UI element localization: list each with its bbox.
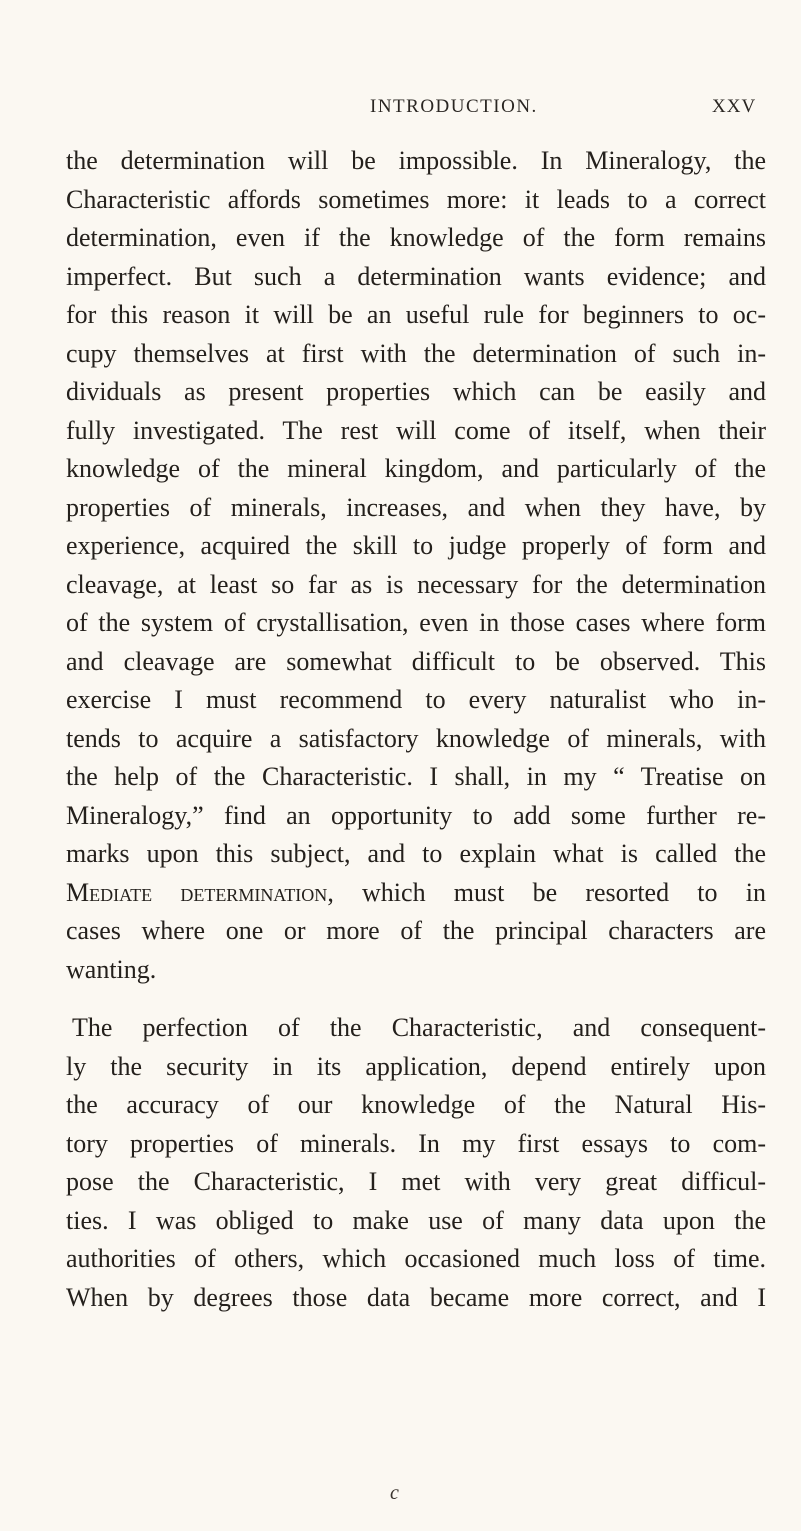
page-header xyxy=(0,96,801,124)
text-line: the accuracy of our knowledge of the Natural His- xyxy=(66,1090,766,1119)
text-line: dividuals as present properties which can be easily and xyxy=(66,377,766,406)
text-line: the determination will be impossible. In Mineralogy, the xyxy=(66,146,766,175)
paragraph-1 xyxy=(66,142,766,989)
text-line: knowledge of the mineral kingdom, and particularly of the xyxy=(66,454,766,483)
text-line: cleavage, at least so far as is necessary for the determination xyxy=(66,569,766,599)
text-line: tory properties of minerals. In my first essays to com- xyxy=(66,1128,766,1158)
text-line: the help of the Characteristic. I shall, in my “ Treatise on xyxy=(66,762,766,791)
page-number: XXV xyxy=(712,96,757,117)
text-line: exercise I must recommend to every naturalist who in- xyxy=(66,685,766,714)
text-line: tends to acquire a satisfactory knowledge of minerals, with xyxy=(66,723,766,753)
text-line: authorities of others, which occasioned much loss of time. xyxy=(66,1244,766,1273)
text-line: Characteristic affords sometimes more: it leads to a correct xyxy=(66,184,766,214)
text-line: cupy themselves at first with the determination of such in- xyxy=(66,338,766,368)
text-line: When by degrees those data became more correct, and I xyxy=(66,1282,766,1312)
text-line: experience, acquired the skill to judge properly of form and xyxy=(66,531,766,560)
text-line: fully investigated. The rest will come of itself, when their xyxy=(66,415,766,445)
text-line: wanting. xyxy=(66,954,157,984)
text-line: for this reason it will be an useful rule for beginners to oc- xyxy=(66,300,766,329)
paragraph-gap xyxy=(66,989,766,1009)
text-line: and cleavage are somewhat difficult to be observed. This xyxy=(66,646,766,676)
text-line: determination, even if the knowledge of the form remains xyxy=(66,223,766,252)
small-caps-term: Mediate determination xyxy=(66,877,328,907)
text-line: The perfection of the Characteristic, and consequent- xyxy=(72,1013,766,1042)
text-line: cases where one or more of the principal characters are xyxy=(66,916,766,945)
text-line: marks upon this subject, and to explain what is called the xyxy=(66,839,766,868)
text-line: pose the Characteristic, I met with very great difficul- xyxy=(66,1167,766,1196)
body-text xyxy=(66,142,766,1317)
text-line: ties. I was obliged to make use of many data upon the xyxy=(66,1205,766,1235)
text-line: of the system of crystallisation, even in those cases where form xyxy=(66,608,766,637)
paragraph-2 xyxy=(66,1009,766,1317)
text-line: imperfect. But such a determination wants evidence; and xyxy=(66,261,766,291)
text-line: ly the security in its application, depend entirely upon xyxy=(66,1051,766,1081)
text-line: properties of minerals, increases, and when they have, by xyxy=(66,492,766,522)
text-line: Mineralogy,” find an opportunity to add some further re- xyxy=(66,800,766,830)
signature-mark: c xyxy=(390,1482,399,1504)
text-line: Mediate determination, which must be resorted to in xyxy=(66,877,766,907)
running-head: INTRODUCTION. xyxy=(370,96,538,117)
